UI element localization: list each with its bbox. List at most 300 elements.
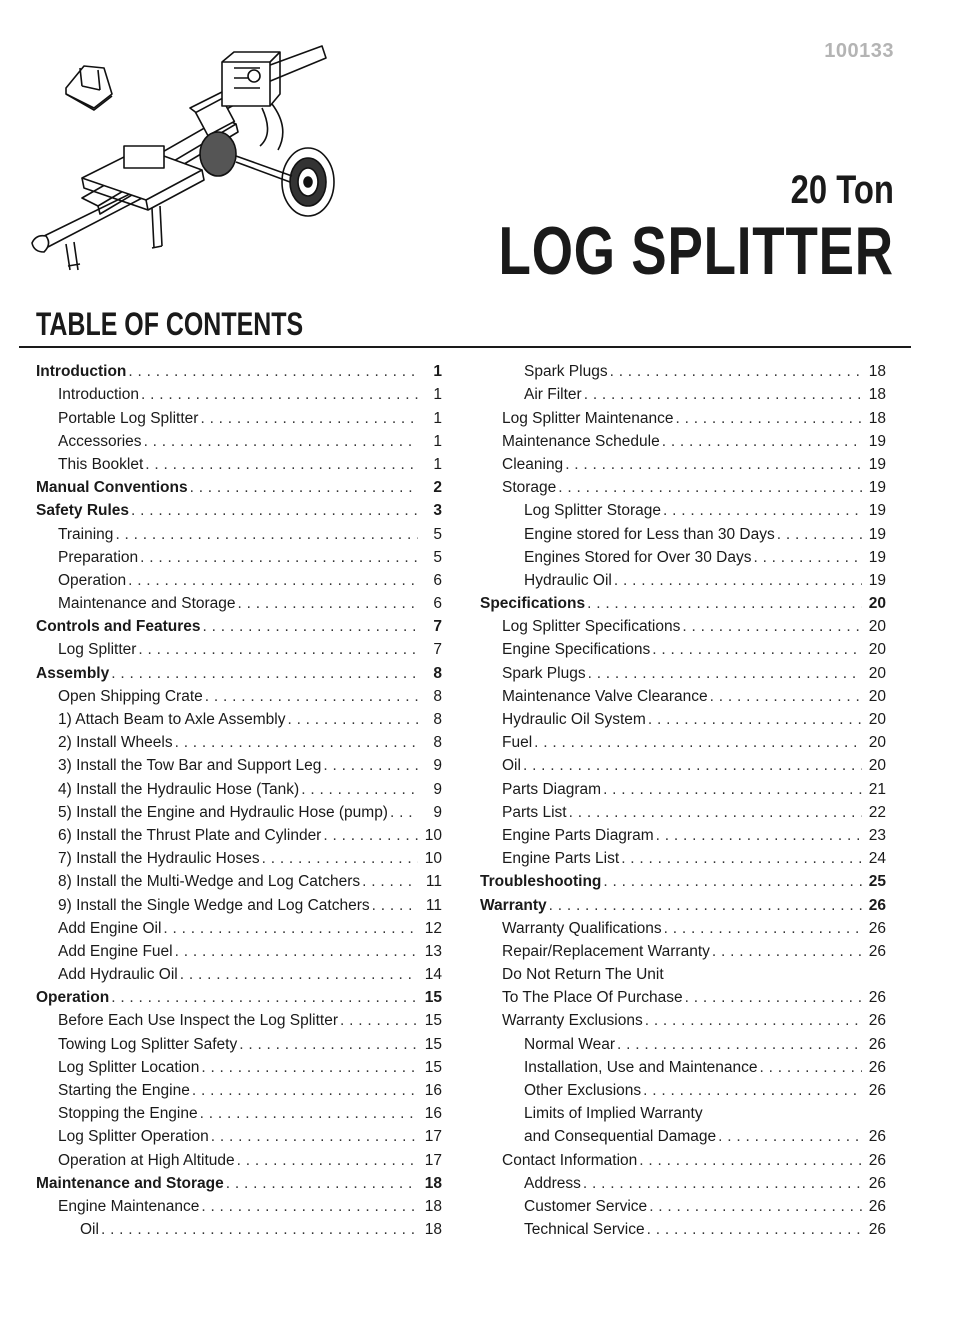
- toc-entry-page: 19: [868, 455, 886, 473]
- toc-entry-label: Starting the Engine: [58, 1082, 190, 1099]
- toc-entry-label: Engine Specifications: [502, 641, 651, 659]
- toc-leader-dots: [180, 966, 418, 984]
- toc-entry-label: Maintenance Valve Clearance: [502, 687, 708, 705]
- toc-leader-dots: [565, 456, 862, 474]
- toc-entry-page: 19: [868, 548, 886, 566]
- log-splitter-illustration: [22, 38, 352, 288]
- toc-leader-dots: [115, 526, 418, 544]
- toc-entry[interactable]: [480, 1193, 886, 1216]
- toc-entry-label: Storage: [502, 479, 557, 497]
- toc-entry[interactable]: [36, 659, 442, 682]
- toc-entry-page: 20: [868, 664, 886, 682]
- toc-entry[interactable]: [36, 891, 442, 914]
- toc-leader-dots: [140, 549, 418, 567]
- toc-leader-dots: [239, 1036, 418, 1054]
- toc-entry[interactable]: [480, 683, 886, 706]
- toc-entry[interactable]: [36, 358, 442, 381]
- toc-entry-page: 16: [424, 1105, 442, 1123]
- toc-entry-label: Log Splitter Location: [58, 1058, 200, 1076]
- toc-leader-dots: [534, 734, 862, 752]
- toc-leader-dots: [569, 804, 862, 822]
- toc-entry[interactable]: [480, 891, 886, 914]
- toc-entry[interactable]: [36, 915, 442, 938]
- toc-entry[interactable]: [480, 451, 886, 474]
- toc-entry-page: 26: [868, 1221, 886, 1239]
- toc-entry[interactable]: [480, 1216, 886, 1239]
- toc-entry[interactable]: [480, 775, 886, 798]
- toc-entry-label: 6) Install the Thrust Plate and Cylinder: [58, 826, 322, 844]
- toc-entry-page: 26: [868, 919, 886, 937]
- toc-entry[interactable]: [36, 1193, 442, 1216]
- toc-entry-label: Spark Plugs: [502, 664, 586, 682]
- toc-entry[interactable]: [36, 1054, 442, 1077]
- toc-entry[interactable]: [480, 915, 886, 938]
- toc-entry[interactable]: [480, 1146, 886, 1169]
- toc-heading: TABLE OF CONTENTS: [36, 306, 304, 342]
- toc-entry-label: Introduction: [36, 363, 127, 381]
- toc-leader-dots: [614, 572, 862, 590]
- toc-entry[interactable]: [480, 404, 886, 427]
- toc-entry-page: 20: [868, 618, 886, 636]
- toc-leader-dots: [649, 1198, 862, 1216]
- toc-entry-label: Maintenance and Storage: [36, 1174, 224, 1192]
- toc-leader-dots: [583, 1175, 862, 1193]
- toc-entry-label: Warranty Exclusions: [502, 1012, 643, 1030]
- toc-entry[interactable]: [36, 590, 442, 613]
- toc-entry[interactable]: [36, 1146, 442, 1169]
- toc-entry-page: 15: [424, 1012, 442, 1030]
- toc-leader-dots: [643, 1082, 862, 1100]
- toc-entry-label: Fuel: [502, 734, 533, 752]
- toc-entry-label: 9) Install the Single Wedge and Log Catchers: [58, 896, 370, 914]
- toc-entry-page: 26: [868, 1058, 886, 1076]
- toc-entry[interactable]: [480, 729, 886, 752]
- toc-entry-page: 17: [424, 1151, 442, 1169]
- product-title: LOG SPLITTER: [498, 213, 894, 289]
- toc-entry-page: 26: [868, 896, 886, 914]
- toc-entry[interactable]: [36, 752, 442, 775]
- toc-leader-dots: [718, 1128, 862, 1146]
- toc-leader-dots: [211, 1128, 418, 1146]
- toc-leader-dots: [226, 1175, 418, 1193]
- toc-entry[interactable]: [36, 868, 442, 891]
- toc-entry[interactable]: [480, 590, 886, 613]
- toc-leader-dots: [587, 595, 862, 613]
- toc-entry[interactable]: [36, 822, 442, 845]
- toc-entry-label: Preparation: [58, 548, 139, 566]
- toc-leader-dots: [145, 456, 418, 474]
- toc-entry-label: Log Splitter Storage: [524, 502, 662, 520]
- toc-entry-page: 20: [868, 687, 886, 705]
- toc-entry[interactable]: [36, 1007, 442, 1030]
- toc-entry-page: 14: [424, 966, 442, 984]
- toc-entry-page: 26: [868, 1128, 886, 1146]
- toc-leader-dots: [621, 850, 862, 868]
- toc-leader-dots: [617, 1036, 862, 1054]
- toc-entry-label: Troubleshooting: [480, 873, 602, 891]
- toc-entry[interactable]: [36, 799, 442, 822]
- toc-entry-label: Open Shipping Crate: [58, 687, 203, 705]
- toc-leader-dots: [190, 479, 418, 497]
- toc-entry-label: Warranty Qualifications: [502, 919, 662, 937]
- toc-leader-dots: [138, 641, 418, 659]
- toc-entry[interactable]: [480, 1100, 886, 1123]
- toc-entry-page: 19: [868, 479, 886, 497]
- toc-entry-label: Towing Log Splitter Safety: [58, 1035, 238, 1053]
- toc-entry-page: 1: [433, 455, 442, 473]
- toc-entry-label: Spark Plugs: [524, 363, 608, 381]
- toc-entry[interactable]: [36, 683, 442, 706]
- toc-entry-label: Assembly: [36, 664, 110, 682]
- toc-leader-dots: [390, 804, 418, 822]
- toc-entry[interactable]: [36, 961, 442, 984]
- toc-leader-dots: [111, 989, 418, 1007]
- toc-entry[interactable]: [36, 451, 442, 474]
- toc-leader-dots: [682, 618, 862, 636]
- toc-entry-label: Hydraulic Oil System: [502, 711, 646, 728]
- toc-leader-dots: [200, 410, 418, 428]
- toc-entry[interactable]: [480, 567, 886, 590]
- toc-entry-label: To The Place Of Purchase: [502, 989, 683, 1007]
- toc-entry[interactable]: [36, 1100, 442, 1123]
- toc-entry-label: Operation at High Altitude: [58, 1151, 235, 1169]
- toc-entry-label: Maintenance and Storage: [58, 595, 236, 613]
- toc-leader-dots: [656, 827, 862, 845]
- toc-entry-label: Maintenance Schedule: [502, 432, 660, 450]
- toc-entry-label: Engine Parts List: [502, 850, 620, 868]
- toc-leader-dots: [549, 897, 862, 915]
- toc-entry-label: 8) Install the Multi-Wedge and Log Catchers: [58, 873, 361, 891]
- toc-entry-page: 9: [433, 803, 442, 821]
- toc-leader-dots: [685, 989, 862, 1007]
- toc-entry[interactable]: [36, 474, 442, 497]
- toc-entry-page: 23: [868, 826, 886, 844]
- toc-entry[interactable]: [480, 1007, 886, 1030]
- toc-entry-page: 26: [868, 942, 886, 960]
- toc-leader-dots: [192, 1082, 418, 1100]
- toc-entry[interactable]: [480, 428, 886, 451]
- toc-entry-label: Stopping the Engine: [58, 1105, 198, 1123]
- toc-entry[interactable]: [36, 1030, 442, 1053]
- toc-entry-label: This Booklet: [58, 455, 144, 473]
- toc-entry-page: 19: [868, 502, 886, 520]
- toc-entry-page: 25: [868, 873, 886, 891]
- toc-entry-label: and Consequential Damage: [524, 1128, 717, 1146]
- toc-entry-page: 26: [868, 1151, 886, 1169]
- toc-entry[interactable]: [480, 659, 886, 682]
- toc-entry-page: 1: [433, 432, 442, 450]
- toc-right-column: [480, 358, 886, 1239]
- toc-entry-page: 3: [433, 502, 442, 520]
- toc-entry-label: 3) Install the Tow Bar and Support Leg: [58, 757, 322, 775]
- toc-entry[interactable]: [36, 404, 442, 427]
- toc-leader-dots: [238, 595, 418, 613]
- toc-entry[interactable]: [36, 845, 442, 868]
- toc-entry-page: 16: [424, 1082, 442, 1099]
- toc-entry-page: 9: [433, 757, 442, 775]
- toc-leader-dots: [323, 827, 418, 845]
- toc-entry-page: 26: [868, 1197, 886, 1215]
- toc-leader-dots: [237, 1152, 418, 1170]
- toc-entry-page: 15: [424, 1058, 442, 1076]
- toc-leader-dots: [710, 688, 862, 706]
- toc-entry-label: Parts List: [502, 803, 567, 821]
- toc-entry[interactable]: [36, 613, 442, 636]
- toc-leader-dots: [131, 502, 418, 520]
- toc-entry-label: Address: [524, 1174, 581, 1192]
- toc-entry-label: Do Not Return The Unit: [502, 966, 664, 984]
- toc-entry-label: Technical Service: [524, 1221, 645, 1239]
- toc-entry-label: Engine Maintenance: [58, 1197, 200, 1215]
- toc-entry-page: 26: [868, 1012, 886, 1030]
- toc-leader-dots: [128, 363, 418, 381]
- toc-entry-page: 24: [868, 850, 886, 868]
- toc-entry[interactable]: [480, 636, 886, 659]
- toc-entry-page: 15: [424, 1035, 442, 1053]
- toc-entry-page: 2: [433, 479, 442, 497]
- toc-entry-label: Controls and Features: [36, 618, 201, 636]
- toc-entry[interactable]: [480, 1054, 886, 1077]
- toc-entry-label: Add Engine Fuel: [58, 942, 173, 960]
- toc-entry-page: 26: [868, 1035, 886, 1053]
- toc-leader-dots: [128, 572, 418, 590]
- toc-entry-page: 18: [424, 1174, 442, 1192]
- toc-entry-label: 2) Install Wheels: [58, 734, 173, 752]
- toc-entry-label: Log Splitter: [58, 641, 137, 659]
- toc-entry[interactable]: [480, 868, 886, 891]
- toc-entry-page: 13: [424, 942, 442, 960]
- toc-entry-page: 8: [433, 687, 442, 705]
- toc-entry-page: 20: [868, 757, 886, 775]
- toc-leader-dots: [558, 479, 862, 497]
- toc-leader-dots: [144, 433, 418, 451]
- toc-entry-page: 15: [424, 989, 442, 1007]
- toc-leader-dots: [584, 386, 862, 404]
- toc-leader-dots: [362, 873, 418, 891]
- toc-entry-page: 6: [433, 571, 442, 589]
- toc-entry-page: 26: [868, 1174, 886, 1192]
- toc-entry-label: Engine Parts Diagram: [502, 826, 654, 844]
- toc-entry-page: 12: [424, 919, 442, 937]
- toc-entry-label: Log Splitter Specifications: [502, 618, 681, 636]
- toc-entry-label: Parts Diagram: [502, 780, 602, 798]
- toc-entry-label: Repair/Replacement Warranty: [502, 942, 710, 960]
- toc-entry-page: 7: [433, 618, 442, 636]
- document-number: 100133: [824, 40, 894, 62]
- toc-entry[interactable]: [36, 729, 442, 752]
- toc-leader-dots: [603, 781, 862, 799]
- toc-entry[interactable]: [36, 381, 442, 404]
- toc-entry-label: Add Hydraulic Oil: [58, 966, 178, 984]
- toc-entry-label: Hydraulic Oil: [524, 571, 612, 589]
- toc-leader-dots: [287, 711, 418, 729]
- toc-entry[interactable]: [480, 1077, 886, 1100]
- toc-entry-label: Operation: [36, 989, 110, 1007]
- toc-entry-page: 6: [433, 595, 442, 613]
- toc-entry-page: 18: [424, 1197, 442, 1215]
- toc-entry[interactable]: [480, 984, 886, 1007]
- toc-entry-page: 18: [868, 409, 886, 427]
- toc-entry-page: 10: [424, 850, 442, 868]
- toc-entry[interactable]: [480, 1123, 886, 1146]
- toc-entry[interactable]: [36, 938, 442, 961]
- toc-entry[interactable]: [480, 752, 886, 775]
- toc-entry-page: 20: [868, 595, 886, 613]
- toc-entry[interactable]: [36, 706, 442, 729]
- toc-leader-dots: [662, 433, 862, 451]
- toc-entry-page: 19: [868, 571, 886, 589]
- toc-entry[interactable]: [480, 1030, 886, 1053]
- toc-entry[interactable]: [36, 567, 442, 590]
- toc-entry-page: 17: [424, 1128, 442, 1146]
- toc-leader-dots: [760, 1059, 862, 1077]
- toc-leader-dots: [372, 897, 418, 915]
- toc-entry-label: 1) Attach Beam to Axle Assembly: [58, 711, 286, 728]
- toc-entry-page: 19: [868, 432, 886, 450]
- toc-entry[interactable]: [480, 845, 886, 868]
- toc-entry-label: Specifications: [480, 595, 586, 613]
- toc-entry-label: Engine stored for Less than 30 Days: [524, 525, 775, 543]
- toc-leader-dots: [205, 688, 418, 706]
- toc-entry-label: Add Engine Oil: [58, 919, 162, 937]
- toc-entry-label: Warranty: [480, 896, 547, 914]
- toc-entry[interactable]: [36, 1216, 442, 1239]
- toc-entry[interactable]: [480, 497, 886, 520]
- toc-entry-label: Oil: [502, 757, 521, 775]
- toc-leader-dots: [201, 1198, 418, 1216]
- toc-entry-label: Operation: [58, 571, 127, 589]
- toc-entry[interactable]: [36, 544, 442, 567]
- toc-entry-page: 8: [433, 734, 442, 752]
- toc-entry-page: 9: [433, 780, 442, 798]
- toc-entry-label: Installation, Use and Maintenance: [524, 1058, 758, 1076]
- toc-entry[interactable]: [36, 497, 442, 520]
- toc-entry-page: 20: [868, 711, 886, 728]
- toc-leader-dots: [200, 1105, 418, 1123]
- toc-entry-label: Before Each Use Inspect the Log Splitter: [58, 1012, 339, 1030]
- toc-leader-dots: [645, 1012, 862, 1030]
- toc-entry[interactable]: [36, 520, 442, 543]
- toc-entry[interactable]: [480, 544, 886, 567]
- toc-entry[interactable]: [480, 799, 886, 822]
- toc-entry[interactable]: [480, 474, 886, 497]
- toc-leader-dots: [175, 943, 418, 961]
- toc-entry[interactable]: [36, 1123, 442, 1146]
- toc-leader-dots: [323, 757, 418, 775]
- toc-leader-dots: [175, 734, 418, 752]
- toc-entry-page: 20: [868, 641, 886, 659]
- toc-entry-page: 5: [433, 548, 442, 566]
- toc-entry-page: 7: [433, 641, 442, 659]
- toc-entry-label: Log Splitter Operation: [58, 1128, 209, 1146]
- toc-leader-dots: [610, 363, 862, 381]
- heading-rule: [19, 346, 911, 348]
- toc-entry-page: 11: [425, 873, 442, 891]
- toc-leader-dots: [340, 1012, 418, 1030]
- toc-leader-dots: [712, 943, 862, 961]
- toc-entry-page: 1: [433, 386, 442, 404]
- toc-entry[interactable]: [480, 822, 886, 845]
- toc-entry-label: 7) Install the Hydraulic Hoses: [58, 850, 260, 868]
- toc-leader-dots: [101, 1221, 418, 1239]
- toc-entry-page: 5: [433, 525, 442, 543]
- product-subtitle: 20 Ton: [790, 168, 894, 212]
- toc-entry-label: 5) Install the Engine and Hydraulic Hose (pump): [58, 803, 388, 821]
- toc-leader-dots: [141, 386, 418, 404]
- toc-entry[interactable]: [36, 1170, 442, 1193]
- toc-entry-page: 11: [425, 896, 442, 914]
- toc-entry-label: Portable Log Splitter: [58, 409, 199, 427]
- toc-entry[interactable]: [36, 636, 442, 659]
- toc-entry-page: 19: [868, 525, 886, 543]
- toc-leader-dots: [301, 781, 418, 799]
- toc-leader-dots: [262, 850, 418, 868]
- toc-entry-label: Normal Wear: [524, 1035, 616, 1053]
- toc-entry[interactable]: [480, 706, 886, 729]
- toc-leader-dots: [588, 665, 862, 683]
- toc-entry-label: Introduction: [58, 386, 139, 404]
- toc-leader-dots: [639, 1152, 862, 1170]
- toc-entry-label: Contact Information: [502, 1151, 638, 1169]
- toc-entry-label: Safety Rules: [36, 502, 130, 520]
- toc-entry-page: 18: [868, 386, 886, 404]
- toc-entry-label: Accessories: [58, 432, 142, 450]
- toc-entry-page: 21: [868, 780, 886, 798]
- toc-leader-dots: [675, 410, 862, 428]
- toc-entry-page: 20: [868, 734, 886, 752]
- toc-entry-page: 1: [433, 363, 442, 381]
- toc-entry[interactable]: [480, 938, 886, 961]
- toc-entry-page: 1: [433, 409, 442, 427]
- toc-leader-dots: [111, 665, 418, 683]
- toc-entry[interactable]: [36, 984, 442, 1007]
- toc-entry[interactable]: [36, 428, 442, 451]
- toc-entry[interactable]: [480, 381, 886, 404]
- toc-leader-dots: [647, 1221, 862, 1239]
- toc-leader-dots: [777, 526, 862, 544]
- toc-leader-dots: [753, 549, 862, 567]
- toc-entry-page: 10: [424, 826, 442, 844]
- toc-leader-dots: [603, 873, 862, 891]
- toc-leader-dots: [163, 920, 418, 938]
- toc-entry-page: 26: [868, 989, 886, 1007]
- toc-entry[interactable]: [480, 613, 886, 636]
- toc-entry-page: 8: [433, 664, 442, 682]
- toc-left-column: [36, 358, 442, 1239]
- toc-entry[interactable]: [36, 775, 442, 798]
- toc-entry-label: Air Filter: [524, 386, 582, 404]
- toc-entry-label: Engines Stored for Over 30 Days: [524, 548, 752, 566]
- toc-entry-label: Other Exclusions: [524, 1082, 642, 1099]
- toc-entry[interactable]: [480, 520, 886, 543]
- toc-entry[interactable]: [480, 961, 886, 984]
- toc-entry-label: Manual Conventions: [36, 479, 188, 497]
- toc-entry-page: 18: [868, 363, 886, 381]
- toc-leader-dots: [652, 641, 862, 659]
- toc-entry-page: 18: [424, 1221, 442, 1239]
- toc-leader-dots: [523, 757, 862, 775]
- toc-leader-dots: [664, 920, 862, 938]
- toc-leader-dots: [648, 711, 862, 729]
- toc-entry-label: Training: [58, 525, 114, 543]
- toc-entry[interactable]: [480, 358, 886, 381]
- toc-entry-page: 8: [433, 711, 442, 728]
- toc-leader-dots: [201, 1059, 418, 1077]
- toc-leader-dots: [203, 618, 419, 636]
- toc-entry-label: Log Splitter Maintenance: [502, 409, 674, 427]
- toc-entry[interactable]: [36, 1077, 442, 1100]
- toc-entry[interactable]: [480, 1170, 886, 1193]
